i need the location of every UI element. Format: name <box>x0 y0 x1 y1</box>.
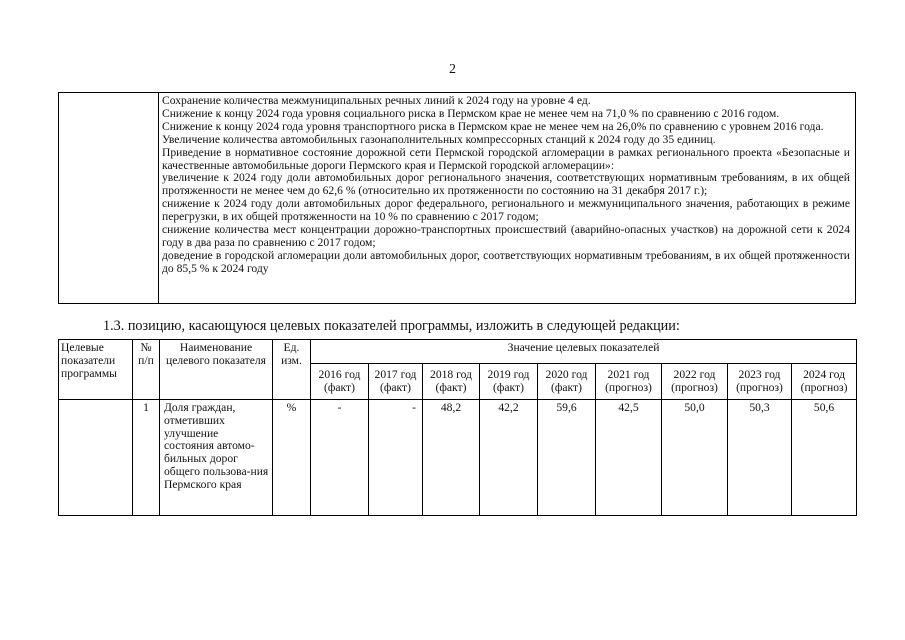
goal-line: Снижение к концу 2024 года уровня транспортного риска в Пермском крае не менее чем на 26,0% по сравнению с уровнем 2016 года. <box>162 119 824 133</box>
header-values-group: Значение целевых показателей <box>311 340 857 364</box>
goal-line: Увеличение количества автомобильных газонаполнительных компрессорных станций к 2024 году до 35 единиц. <box>162 132 716 146</box>
header-unit: Ед. изм. <box>273 340 311 400</box>
header-target: Целевые показатели программы <box>59 340 133 400</box>
page-number: 2 <box>449 62 456 77</box>
value-cell: 48,2 <box>423 400 480 516</box>
value-cell: 42,2 <box>480 400 538 516</box>
year-header: 2017 год (факт) <box>369 364 423 400</box>
value-cell: 42,5 <box>596 400 662 516</box>
header-name: Наименование целевого показателя <box>160 340 273 400</box>
value-cell: 50,0 <box>662 400 728 516</box>
goal-line: Приведение в нормативное состояние дорожной сети Пермской городской агломерации в рамках регионального проекта «Безопасные и качественные автомобильные дороги Пермского края и Пермской городской агломерации»: <box>162 145 850 172</box>
target-cell <box>59 400 133 516</box>
indicators-table <box>58 339 857 516</box>
goal-line: Сохранение количества межмуниципальных речных линий к 2024 году на уровне 4 ед. <box>162 94 591 107</box>
value-cell: - <box>311 400 369 516</box>
goal-line: доведение в городской агломерации доли автомобильных дорог, соответствующих нормативным требованиям, в их общей протяженности до 85,5 % к 2024 году <box>162 248 850 275</box>
year-header: 2020 год (факт) <box>538 364 596 400</box>
value-cell: 50,6 <box>792 400 857 516</box>
goals-text <box>162 95 850 276</box>
indicator-unit: % <box>273 400 311 516</box>
year-header: 2024 год (прогноз) <box>792 364 857 400</box>
goal-line: снижение количества мест концентрации дорожно-транспортных происшествий (аварийно-опасных участков) на дорожной сети к 2024 году в два раза по сравнению с 2017 годом; <box>162 223 850 249</box>
goal-line: снижение к 2024 году доли автомобильных дорог федерального, регионального и межмуниципального значения, работающих в режиме перегрузки, в их общей протяженности на 10 % по сравнению с 2017 годом; <box>162 197 850 224</box>
value-cell: 50,3 <box>728 400 792 516</box>
year-header: 2018 год (факт) <box>423 364 480 400</box>
instruction-text: 1.3. позицию, касающуюся целевых показателей программы, изложить в следующей редакции: <box>103 318 680 334</box>
value-cell: - <box>369 400 423 516</box>
year-header: 2022 год (прогноз) <box>662 364 728 400</box>
value-cell: 59,6 <box>538 400 596 516</box>
goals-table-empty-cell <box>59 93 159 303</box>
indicator-name: Доля граждан, отметивших улучшение состояния автомо-бильных дорог общего пользова-ния Пермского края <box>160 400 273 516</box>
year-header: 2016 год (факт) <box>311 364 369 400</box>
row-num: 1 <box>133 400 160 516</box>
table-row <box>59 400 857 516</box>
goal-line: Снижение к концу 2024 года уровня социального риска в Пермском крае не менее чем на 71,0 % по сравнению с 2016 годом. <box>162 106 780 120</box>
goal-line: увеличение к 2024 году доли автомобильных дорог регионального значения, соответствующих нормативным требованиям, в их общей протяженности не менее чем до 62,6 % (относительно их протяженности по состоянию на 31 декабря 2017 г.); <box>162 171 850 198</box>
year-header: 2021 год (прогноз) <box>596 364 662 400</box>
header-num: № п/п <box>133 340 160 400</box>
year-header: 2019 год (факт) <box>480 364 538 400</box>
goals-table <box>58 92 856 304</box>
year-header: 2023 год (прогноз) <box>728 364 792 400</box>
